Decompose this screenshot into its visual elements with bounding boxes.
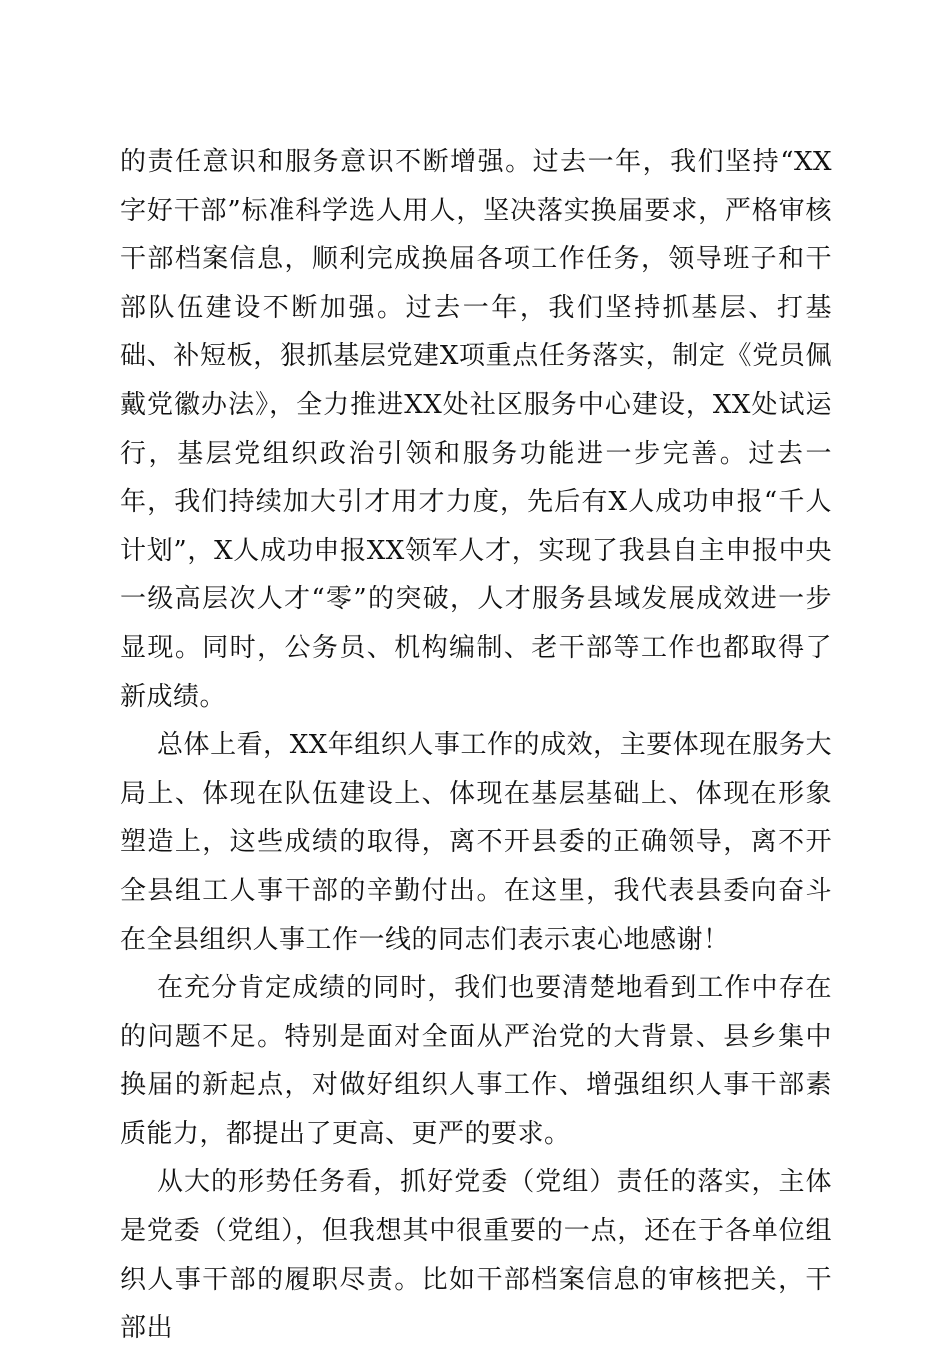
paragraph-4: 从大的形势任务看，抓好党委（党组）责任的落实，主体是党委（党组），但我想其中很重要的一点，还在于各单位组织人事干部的履职尽责。比如干部档案信息的审核把关，干部出 bbox=[120, 1167, 832, 1344]
paragraph-1: 的责任意识和服务意识不断增强。过去一年，我们坚持“XX字好干部”标准科学选人用人，坚决落实换届要求，严格审核干部档案信息，顺利完成换届各项工作任务，领导班子和干部队伍建设不断加强。过去一年，我们坚持抓基层、打基础、补短板，狠抓基层党建X项重点任务落实，制定《党员佩戴党徽办法》，全力推进XX处社区服务中心建设，XX处试运行，基层党组织政治引领和服务功能进一步完善。过去一年，我们持续加大引才用才力度，先后有X人成功申报“千人计划”，X人成功申报XX领军人才，实现了我县自主申报中央一级高层次人才“零”的突破，人才服务县域发展成效进一步显现。同时，公务员、机构编制、老干部等工作也都取得了新成绩。 bbox=[120, 147, 832, 712]
document-body bbox=[120, 138, 832, 1353]
paragraph-3: 在充分肯定成绩的同时，我们也要清楚地看到工作中存在的问题不足。特别是面对全面从严治党的大背景、县乡集中换届的新起点，对做好组织人事工作、增强组织人事干部素质能力，都提出了更高、更严的要求。 bbox=[120, 973, 832, 1149]
paragraph-2: 总体上看，XX年组织人事工作的成效，主要体现在服务大局上、体现在队伍建设上、体现在基层基础上、体现在形象塑造上，这些成绩的取得，离不开县委的正确领导，离不开全县组工人事干部的辛勤付出。在这里，我代表县委向奋斗在全县组织人事工作一线的同志们表示衷心地感谢！ bbox=[120, 730, 832, 955]
